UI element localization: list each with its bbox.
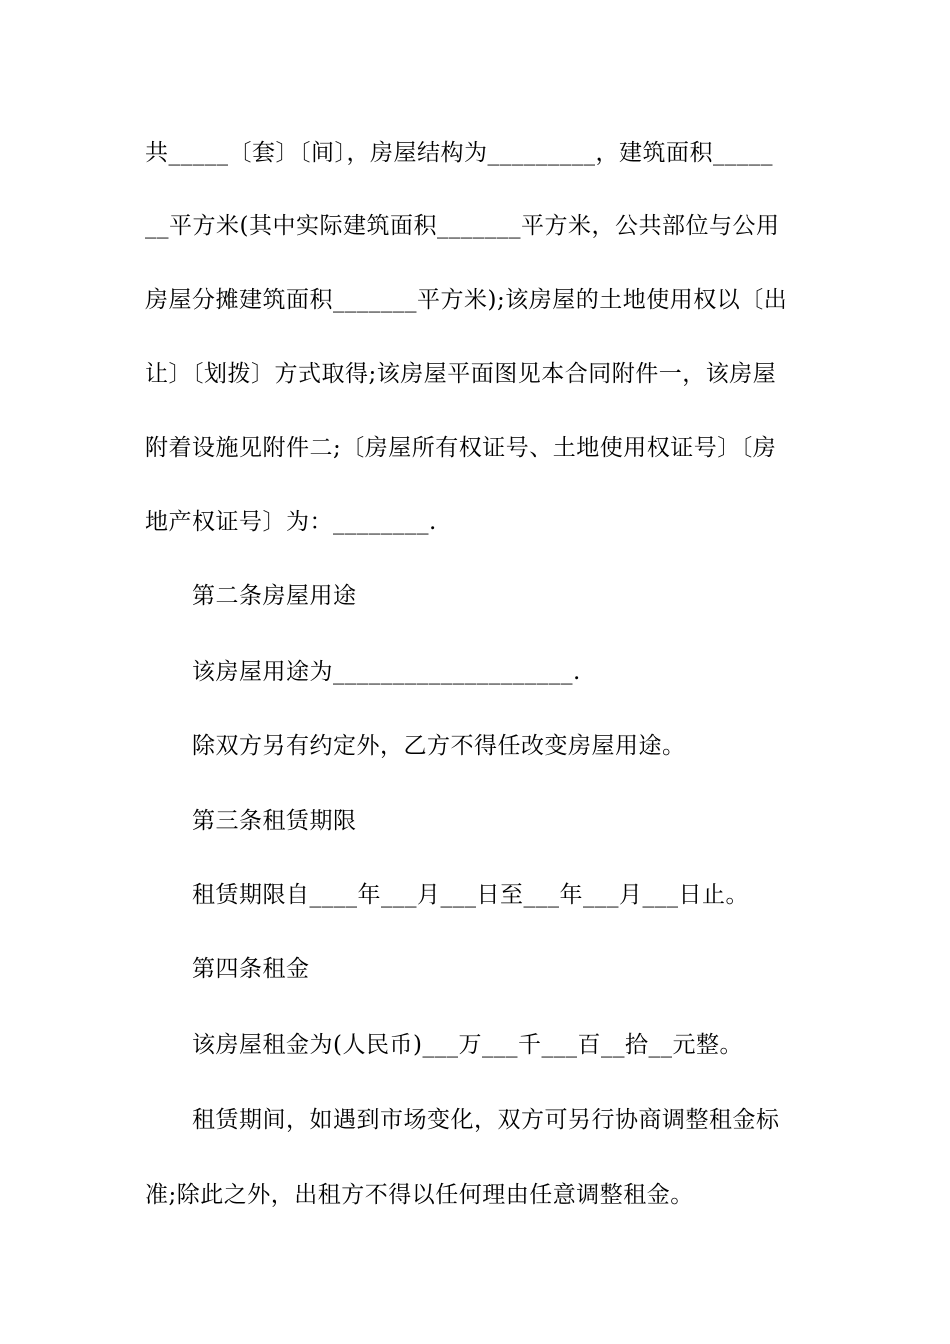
paragraph-line-1: 共_____〔套〕〔间〕，房屋结构为_________，建筑面积_____ (145, 140, 773, 166)
rent-adjustment-line-2: 准;除此之外，出租方不得以任何理由任意调整租金。 (145, 1182, 694, 1208)
paragraph-line-3: 房屋分摊建筑面积_______平方米);该房屋的土地使用权以〔出 (145, 287, 788, 313)
usage-restriction-clause: 除双方另有约定外，乙方不得任改变房屋用途。 (192, 733, 686, 759)
article-heading-4: 第四条租金 (192, 956, 310, 982)
lease-term-clause: 租赁期限自____年___月___日至___年___月___日止。 (192, 882, 749, 908)
article-heading-2: 第二条房屋用途 (192, 583, 357, 609)
paragraph-line-4: 让〕〔划拨〕方式取得;该房屋平面图见本合同附件一，该房屋 (145, 361, 777, 387)
rent-adjustment-line-1: 租赁期间，如遇到市场变化，双方可另行协商调整租金标 (192, 1107, 780, 1133)
paragraph-line-5: 附着设施见附件二;〔房屋所有权证号、土地使用权证号〕〔房 (145, 435, 777, 461)
rent-amount-clause: 该房屋租金为(人民币)___万___千___百__拾__元整。 (192, 1032, 743, 1058)
paragraph-line-6: 地产权证号〕为：________. (145, 509, 437, 535)
paragraph-line-2: __平方米(其中实际建筑面积_______平方米，公共部位与公用 (145, 213, 780, 239)
article-heading-3: 第三条租赁期限 (192, 808, 357, 834)
usage-clause: 该房屋用途为____________________. (192, 659, 581, 685)
